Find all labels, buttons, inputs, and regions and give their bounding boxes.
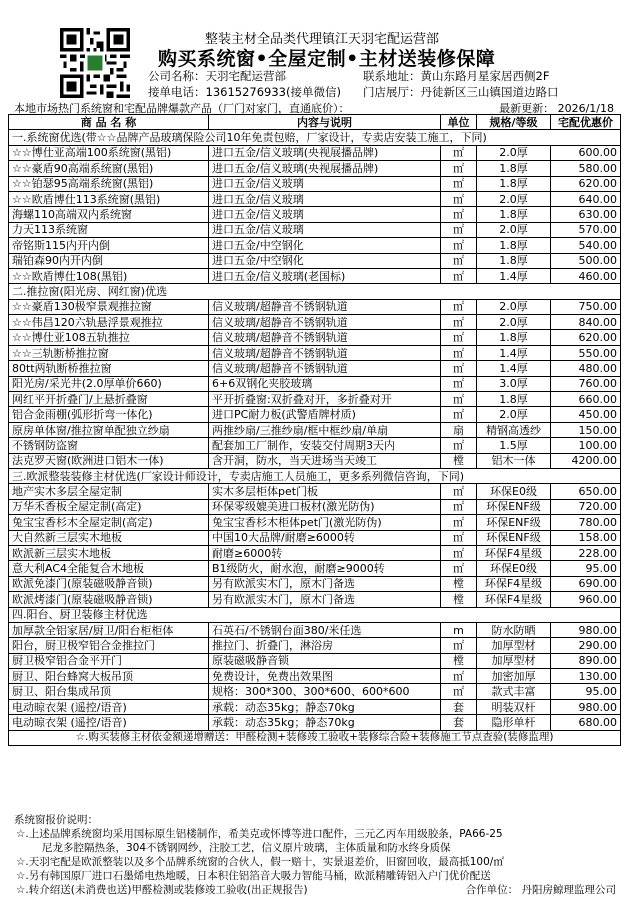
cell-spec: 1.5厚: [477, 438, 551, 453]
note-line: ☆.上述品牌系统窗均采用国标原生铝楼制作，希美克或怀博等进口配件，三元乙丙车用级胶条，PA66-25: [16, 828, 503, 840]
cell-price: 158.00: [551, 530, 621, 545]
company-value: 天羽宅配运营部: [205, 69, 286, 83]
table-row: [9, 207, 621, 222]
cell-description: 承载：动态35kg；静态70kg: [209, 715, 441, 730]
cell-unit: ㎡: [441, 330, 477, 345]
cell-description: 进口五金/信义玻璃: [209, 176, 441, 191]
table-row: [9, 268, 621, 283]
cell-price: 980.00: [551, 699, 621, 714]
table-row: [9, 484, 621, 499]
cell-product-name: ☆☆欧盾博仕108(黑铝): [9, 268, 209, 283]
cell-price: 890.00: [551, 653, 621, 668]
cell-description: 进口五金/信义玻璃(央视展播品牌): [209, 161, 441, 176]
cell-price: 620.00: [551, 176, 621, 191]
cell-price: 980.00: [551, 622, 621, 637]
cell-spec: 环保F4星级: [477, 592, 551, 607]
cell-spec: 2.0厚: [477, 407, 551, 422]
qr-code-icon[interactable]: [60, 28, 130, 98]
table-row: [9, 222, 621, 237]
cell-price: 630.00: [551, 207, 621, 222]
table-row: [9, 422, 621, 437]
cell-product-name: 网红平开折叠门/上悬折叠窗: [9, 392, 209, 407]
cell-description: 含开洞，防水，当天进场当天竣工: [209, 453, 441, 468]
cell-unit: ㎡: [441, 145, 477, 160]
cell-description: 配套加工厂制作，安装交付周期3天内: [209, 438, 441, 453]
cell-unit: 樘: [441, 453, 477, 468]
table-row: [9, 392, 621, 407]
cell-description: 进口五金/信义玻璃: [209, 207, 441, 222]
cell-spec: 加厚型材: [477, 653, 551, 668]
table-row: [9, 238, 621, 253]
note-line-last: [8, 883, 620, 897]
cell-description: 进口五金/信义玻璃: [209, 222, 441, 237]
cell-product-name: ☆☆伟昌120六轨悬浮景观推拉: [9, 315, 209, 330]
phone-label: 接单电话：: [148, 85, 206, 99]
cell-description: 进口五金/信义玻璃(央视展播品牌): [209, 145, 441, 160]
cell-spec: 2.0厚: [477, 222, 551, 237]
cell-description: 信义玻璃/超静音不锈钢轨道: [209, 361, 441, 376]
cell-unit: 扇: [441, 422, 477, 437]
cell-product-name: 力天113系统窗: [9, 222, 209, 237]
cell-description: B1级防火，耐水泡，耐磨≥9000转: [209, 561, 441, 576]
cell-spec: 环保E0级: [477, 561, 551, 576]
cell-unit: 樘: [441, 576, 477, 591]
cell-spec: 款式丰富: [477, 684, 551, 699]
cell-description: 免费设计，免费出效果图: [209, 669, 441, 684]
header: [0, 0, 627, 100]
cell-unit: ㎡: [441, 191, 477, 206]
cell-price: 290.00: [551, 638, 621, 653]
table-row: [9, 699, 621, 714]
cell-product-name: 万华禾香板全屋定制(高定): [9, 499, 209, 514]
cell-spec: 3.0厚: [477, 376, 551, 391]
section-header-row: [9, 607, 621, 622]
price-table: [8, 114, 621, 746]
cell-product-name: 不锈钢防盗窗: [9, 438, 209, 453]
cell-spec: 1.8厚: [477, 207, 551, 222]
cell-price: 460.00: [551, 268, 621, 283]
cell-spec: 环保F4星级: [477, 576, 551, 591]
cell-unit: ㎡: [441, 392, 477, 407]
cell-product-name: 帝铭斯115内开内倒: [9, 238, 209, 253]
table-row: [9, 576, 621, 591]
cell-spec: 1.4厚: [477, 345, 551, 360]
cell-price: 480.00: [551, 361, 621, 376]
cell-product-name: 地产实木多层全屋定制: [9, 484, 209, 499]
cell-product-name: 大自然新三层实木地板: [9, 530, 209, 545]
cell-product-name: 欧派新三层实木地板: [9, 545, 209, 560]
section-title: 四.阳台、厨卫装修主材优选: [9, 607, 621, 622]
cell-spec: 1.4厚: [477, 268, 551, 283]
cell-price: 640.00: [551, 191, 621, 206]
subheader: [8, 100, 620, 114]
cell-unit: ㎡: [441, 176, 477, 191]
cell-product-name: 原房单体窗/推拉窗单配独立纱扇: [9, 422, 209, 437]
partner-signature: 合作单位： 丹阳房鲸理监理公司: [465, 884, 616, 896]
cell-unit: ㎡: [441, 299, 477, 314]
cell-description: 石英石/不锈钢台面380/米任选: [209, 622, 441, 637]
cell-description: 中国10大品牌/耐磨≥6000转: [209, 530, 441, 545]
cell-spec: 1.8厚: [477, 392, 551, 407]
cell-price: 95.00: [551, 561, 621, 576]
col-header-desc: 内容与说明: [209, 115, 441, 130]
table-header-row: [9, 115, 621, 130]
cell-unit: 套: [441, 699, 477, 714]
section-title: 三.欧派整装装修主材优选(厂家设计师设计，专卖店施工人员施工，更多系列微信咨询，下同): [9, 468, 621, 483]
cell-description: 原装磁吸静音锁: [209, 653, 441, 668]
cell-spec: 明装双杆: [477, 699, 551, 714]
cell-price: 150.00: [551, 422, 621, 437]
cell-price: 100.00: [551, 438, 621, 453]
cell-price: 500.00: [551, 253, 621, 268]
col-header-unit: 单位: [441, 115, 477, 130]
cell-price: 570.00: [551, 222, 621, 237]
cell-spec: 2.0厚: [477, 145, 551, 160]
cell-spec: 2.0厚: [477, 191, 551, 206]
cell-description: 另有欧派实木门，原木门备选: [209, 576, 441, 591]
cell-description: 信义玻璃/超静音不锈钢轨道: [209, 315, 441, 330]
cell-description: 信义玻璃/超静音不锈钢轨道: [209, 299, 441, 314]
cell-description: 环保零级媲美进口板材(激光防伪): [209, 499, 441, 514]
market-intro: 本地市场热门系统窗和宅配品牌爆款产品（厂门对家门，直通底价）：: [14, 102, 350, 115]
cell-product-name: 阳光房/采光井(2.0厚单价660): [9, 376, 209, 391]
table-row: [9, 253, 621, 268]
cell-spec: 加厚型材: [477, 638, 551, 653]
cell-unit: ㎡: [441, 222, 477, 237]
cell-price: 690.00: [551, 576, 621, 591]
cell-unit: ㎡: [441, 438, 477, 453]
cell-description: 另有欧派实木门，原木门备选: [209, 592, 441, 607]
cell-product-name: 海螺110高端双内系统窗: [9, 207, 209, 222]
cell-product-name: 电动晾衣架 (遥控/语音): [9, 715, 209, 730]
cell-description: 进口五金/信义玻璃(老国标): [209, 268, 441, 283]
cell-product-name: ☆☆欧盾博仕113系统窗(黑铝): [9, 191, 209, 206]
notes: [8, 813, 620, 897]
cell-description: 实木多层柜体pet门板: [209, 484, 441, 499]
cell-unit: ㎡: [441, 669, 477, 684]
cell-product-name: 欧派烤漆门(原装磁吸静音锁): [9, 592, 209, 607]
cell-description: 规格：300*300、300*600、600*600: [209, 684, 441, 699]
cell-spec: 环保ENF级: [477, 515, 551, 530]
table-row: [9, 622, 621, 637]
cell-product-name: 瑞铂森90内开内倒: [9, 253, 209, 268]
gift-note: ☆.购买装修主材依金额递增赠送：甲醛检测+装修竣工验收+装修综合险+装修施工节点查验(装修监理): [9, 730, 621, 745]
table-row: [9, 376, 621, 391]
cell-description: 两推纱扇/三推纱扇/框中框纱扇/单扇: [209, 422, 441, 437]
table-footer-row: [9, 730, 621, 745]
phone-info: [148, 84, 341, 100]
cell-unit: ㎡: [441, 499, 477, 514]
cell-product-name: ☆☆博仕亚108五轨推拉: [9, 330, 209, 345]
table-row: [9, 545, 621, 560]
cell-product-name: 兔宝宝香杉木全屋定制(高定): [9, 515, 209, 530]
cell-price: 750.00: [551, 299, 621, 314]
cell-product-name: 厨卫、阳台集成吊顶: [9, 684, 209, 699]
cell-spec: 防水防晒: [477, 622, 551, 637]
col-header-name: 商 品 名 称: [9, 115, 209, 130]
table-row: [9, 530, 621, 545]
table-row: [9, 191, 621, 206]
notes-heading: 系统窗报价说明：: [14, 814, 98, 826]
cell-unit: ㎡: [441, 345, 477, 360]
cell-price: 760.00: [551, 376, 621, 391]
cell-product-name: 铝合金雨棚(弧形折弯一体化): [9, 407, 209, 422]
cell-unit: ㎡: [441, 315, 477, 330]
cell-product-name: 厨卫、阳台蜂窝大板吊顶: [9, 669, 209, 684]
table-row: [9, 330, 621, 345]
cell-description: 6+6双钢化夹胶玻璃: [209, 376, 441, 391]
cell-product-name: ☆☆豪盾130极窄景观推拉窗: [9, 299, 209, 314]
store-value: 丹徒新区三山镇国道边路口: [420, 85, 559, 99]
cell-spec: 1.4厚: [477, 361, 551, 376]
cell-product-name: 意大利AC4全能复合木地板: [9, 561, 209, 576]
note-line: 尼龙多腔隔热条，304不锈钢网纱，注胶工艺，信义原片玻璃，主体质量和防水终身质保: [42, 842, 451, 854]
cell-unit: ㎡: [441, 684, 477, 699]
cell-spec: 加密加厚: [477, 669, 551, 684]
cell-spec: 环保ENF级: [477, 530, 551, 545]
page-title: 购买系统窗•全屋定制•主材送装修保障: [158, 48, 496, 70]
cell-description: 平开折叠窗:双折叠对开，多折叠对开: [209, 392, 441, 407]
cell-spec: 2.0厚: [477, 315, 551, 330]
cell-spec: 2.0厚: [477, 299, 551, 314]
cell-price: 960.00: [551, 592, 621, 607]
cell-description: 进口五金/中空钢化: [209, 253, 441, 268]
cell-price: 550.00: [551, 345, 621, 360]
address-label: 联系地址：: [363, 69, 421, 83]
cell-price: 540.00: [551, 238, 621, 253]
table-row: [9, 638, 621, 653]
section-header-row: [9, 284, 621, 299]
cell-product-name: ☆☆博仕亚高端100系统窗(黑铝): [9, 145, 209, 160]
cell-product-name: ☆☆豪盾90高端系统窗(黑铝): [9, 161, 209, 176]
cell-description: 兔宝宝香杉木柜体pet门(激光防伪): [209, 515, 441, 530]
cell-spec: 1.8厚: [477, 238, 551, 253]
cell-price: 620.00: [551, 330, 621, 345]
cell-product-name: 电动晾衣架 (遥控/语音): [9, 699, 209, 714]
section-header-row: [9, 130, 621, 145]
cell-spec: 环保ENF级: [477, 499, 551, 514]
table-body: [9, 130, 621, 730]
cell-price: 720.00: [551, 499, 621, 514]
cell-price: 4200.00: [551, 453, 621, 468]
cell-unit: ㎡: [441, 484, 477, 499]
section-title: 二.推拉窗(阳光房、网红窗)优选: [9, 284, 621, 299]
table-row: [9, 345, 621, 360]
table-row: [9, 515, 621, 530]
cell-unit: ㎡: [441, 376, 477, 391]
cell-description: 耐磨≥6000转: [209, 545, 441, 560]
cell-price: 840.00: [551, 315, 621, 330]
cell-unit: ㎡: [441, 545, 477, 560]
cell-spec: 铝木一体: [477, 453, 551, 468]
cell-price: 680.00: [551, 715, 621, 730]
cell-product-name: 80tt两轨断桥推拉窗: [9, 361, 209, 376]
cell-unit: 樘: [441, 592, 477, 607]
cell-unit: ㎡: [441, 561, 477, 576]
cell-description: 进口五金/信义玻璃: [209, 191, 441, 206]
company-info: [148, 68, 286, 84]
cell-product-name: 阳台，厨卫极窄铝合金推拉门: [9, 638, 209, 653]
note-line: ☆.另有韩国原厂进口石墨烯电热地暖，日本积住铝箔音大吸力智能马桶，欧派精雕铸铝入户门优价配送: [16, 870, 491, 882]
table-row: [9, 176, 621, 191]
cell-description: 信义玻璃/超静音不锈钢轨道: [209, 345, 441, 360]
table-row: [9, 453, 621, 468]
header-top-line: 整装主材全品类代理镇江天羽宅配运营部: [205, 32, 440, 47]
table-row: [9, 145, 621, 160]
cell-spec: 环保E0级: [477, 484, 551, 499]
cell-description: 推拉门、折叠门，淋浴房: [209, 638, 441, 653]
section-header-row: [9, 468, 621, 483]
cell-spec: 隐形单杆: [477, 715, 551, 730]
cell-description: 承载：动态35kg；静态70kg: [209, 699, 441, 714]
cell-unit: ㎡: [441, 207, 477, 222]
cell-spec: 1.8厚: [477, 161, 551, 176]
cell-unit: ㎡: [441, 515, 477, 530]
cell-spec: 1.8厚: [477, 253, 551, 268]
table-row: [9, 669, 621, 684]
table-row: [9, 499, 621, 514]
cell-price: 660.00: [551, 392, 621, 407]
cell-unit: 樘: [441, 653, 477, 668]
table-row: [9, 161, 621, 176]
cell-product-name: 厨卫极窄铝合金平开门: [9, 653, 209, 668]
cell-product-name: 加厚款全铝家居/厨卫/阳台柜柜体: [9, 622, 209, 637]
cell-price: 130.00: [551, 669, 621, 684]
cell-unit: ㎡: [441, 268, 477, 283]
cell-unit: ㎡: [441, 238, 477, 253]
store-info: [363, 84, 559, 100]
table-row: [9, 715, 621, 730]
address-info: [363, 68, 549, 84]
table-row: [9, 315, 621, 330]
cell-spec: 精钢高透纱: [477, 422, 551, 437]
cell-product-name: ☆☆三轨断桥推拉窗: [9, 345, 209, 360]
phone-value[interactable]: 13615276933(接单微信): [205, 85, 341, 99]
cell-price: 450.00: [551, 407, 621, 422]
table-row: [9, 561, 621, 576]
cell-unit: ㎡: [441, 361, 477, 376]
table-row: [9, 653, 621, 668]
cell-price: 780.00: [551, 515, 621, 530]
col-header-spec: 规格/等级: [477, 115, 551, 130]
table-row: [9, 361, 621, 376]
cell-product-name: ☆☆铂瑟95高端系统窗(黑铝): [9, 176, 209, 191]
cell-spec: 1.8厚: [477, 330, 551, 345]
cell-description: 信义玻璃/超静音不锈钢轨道: [209, 330, 441, 345]
store-label: 门店展厅：: [363, 85, 421, 99]
cell-price: 95.00: [551, 684, 621, 699]
cell-price: 228.00: [551, 545, 621, 560]
cell-unit: ㎡: [441, 638, 477, 653]
cell-price: 580.00: [551, 161, 621, 176]
cell-unit: ㎡: [441, 530, 477, 545]
cell-spec: 1.8厚: [477, 176, 551, 191]
col-header-price: 宅配优惠价: [551, 115, 621, 130]
cell-description: 进口五金/中空钢化: [209, 238, 441, 253]
table-row: [9, 438, 621, 453]
table-row: [9, 592, 621, 607]
cell-unit: 套: [441, 715, 477, 730]
update-date: 最新更新： 2026/1/18: [499, 102, 614, 115]
cell-description: 进口PC耐力板(武警盾牌材质): [209, 407, 441, 422]
table-row: [9, 684, 621, 699]
cell-unit: ㎡: [441, 407, 477, 422]
cell-unit: ㎡: [441, 161, 477, 176]
table-row: [9, 407, 621, 422]
company-label: 公司名称：: [148, 69, 206, 83]
note-line: ☆.天羽宅配是欧派整装以及多个品牌系统窗的合伙人，假一赔十，实景退差价，旧窗回收，最高抵100/㎡: [16, 856, 504, 868]
cell-price: 650.00: [551, 484, 621, 499]
section-title: 一.系统窗优选(带☆☆品牌产品玻璃保险公司10年免责包赔，厂家设计，专卖店安装工施工，下同): [9, 130, 621, 145]
cell-unit: ㎡: [441, 253, 477, 268]
cell-unit: m: [441, 622, 477, 637]
address-value: 黄山东路月星家居西侧2F: [420, 69, 550, 83]
cell-price: 600.00: [551, 145, 621, 160]
cell-spec: 环保F4星级: [477, 545, 551, 560]
cell-product-name: 法克罗天窗(欧洲进口铝木一体): [9, 453, 209, 468]
cell-product-name: 欧派免漆门(原装磁吸静音锁): [9, 576, 209, 591]
note-line: ☆.转介绍送(未消费也送)甲醛检测或装修竣工验收(出正规报告): [16, 884, 308, 896]
table-row: [9, 299, 621, 314]
